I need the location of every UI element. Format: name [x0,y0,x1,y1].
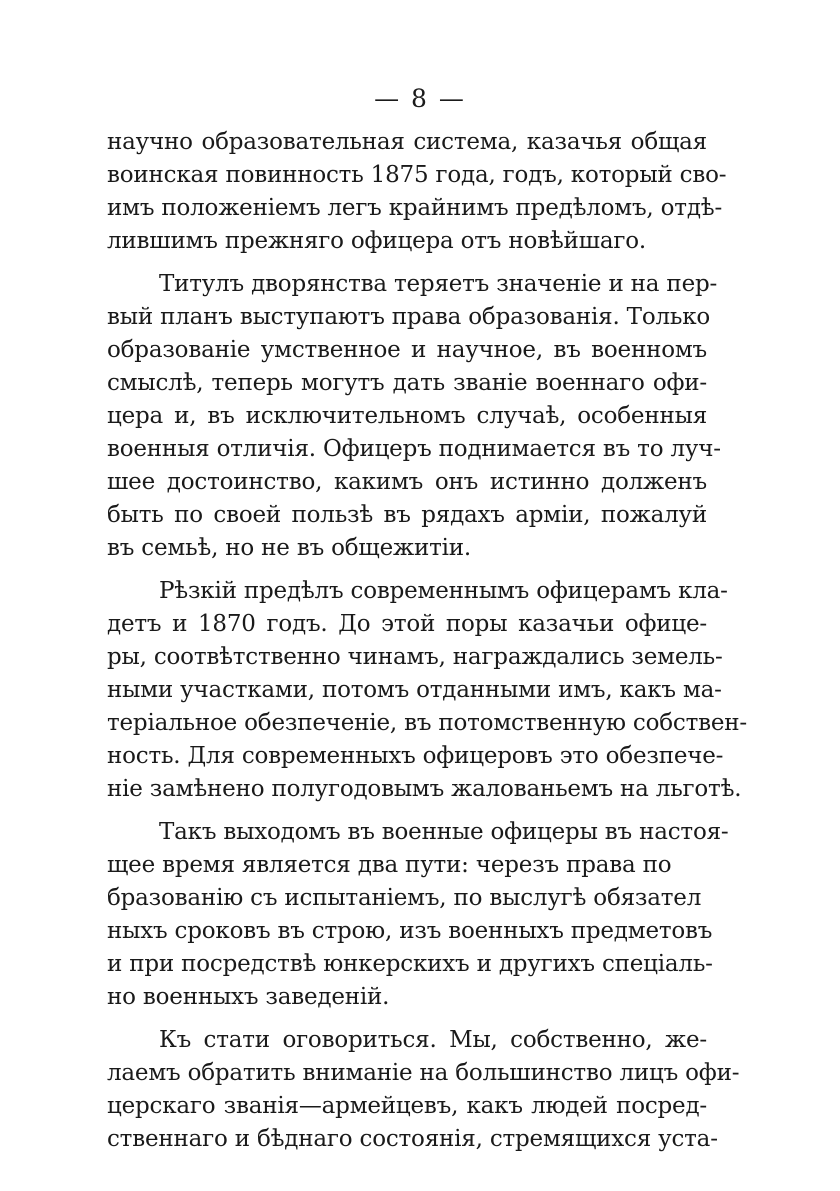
text-line: воинская повинность 1875 года, годъ, который сво- [107,162,727,188]
text-line: детъ и 1870 годъ. До этой поры казачьи офице- [107,611,707,637]
body-text [107,126,747,1156]
text-line: въ семьѣ, но не въ общежитiи. [107,535,472,561]
paragraph-2 [107,268,721,565]
text-line: Рѣзкiй предѣлъ современнымъ офицерамъ кла- [159,578,728,604]
text-line: ры, соотвѣтственно чинамъ, награждались земель- [107,644,723,670]
text-line: Такъ выходомъ въ военные офицеры въ настоя- [159,819,729,845]
paragraph-5 [107,1024,740,1156]
text-line: церскаго званiя—армейцевъ, какъ людей посред- [107,1093,707,1119]
text-line: научно образовательная система, казачья общая [107,129,707,155]
text-line: но военныхъ заведенiй. [107,984,390,1010]
text-line: цера и, въ исключительномъ случаѣ, особенныя [107,403,707,429]
text-line: Титулъ дворянства теряетъ значенiе и на пер- [159,271,718,297]
text-line: смыслѣ, теперь могутъ дать званiе военнаго офи- [107,370,707,396]
text-line: ными участками, потомъ отданными имъ, какъ ма- [107,677,722,703]
text-line: и при посредствѣ юнкерскихъ и другихъ спецiаль- [107,951,713,977]
text-line: Къ стати оговориться. Мы, собственно, же- [159,1027,707,1053]
text-line: быть по своей пользѣ въ рядахъ армiи, пожалуй [107,502,707,528]
text-line: лаемъ обратить вниманiе на большинство лицъ офи- [107,1060,740,1086]
text-line: нiе замѣнено полугодовымъ жалованьемъ на льготѣ. [107,776,742,802]
text-line: образованiе умственное и научное, въ военномъ [107,337,707,363]
text-line: военныя отличiя. Офицеръ поднимается въ то луч- [107,436,721,462]
paragraph-3 [107,575,747,806]
text-line: щее время является два пути: черезъ права по [107,852,672,878]
text-line: шее достоинство, какимъ онъ истинно долженъ [107,469,707,495]
text-line: бразованiю съ испытанiемъ, по выслугѣ обязател [107,885,702,911]
paragraph-4 [107,816,729,1014]
text-line: терiальное обезпеченiе, въ потомственную собствен- [107,710,747,736]
text-line: ность. Для современныхъ офицеровъ это обезпече- [107,743,724,769]
text-line: лившимъ прежняго офицера отъ новѣйшаго. [107,228,646,254]
paragraph-1 [107,126,727,258]
text-line: ныхъ сроковъ въ строю, изъ военныхъ предметовъ [107,918,713,944]
text-line: ственнаго и бѣднаго состоянiя, стремящихся уста- [107,1126,718,1152]
text-line: имъ положенiемъ легъ крайнимъ предѣломъ, отдѣ- [107,195,723,221]
page-number: — 8 — [374,84,466,113]
text-line: вый планъ выступаютъ права образованiя. Только [107,304,711,330]
